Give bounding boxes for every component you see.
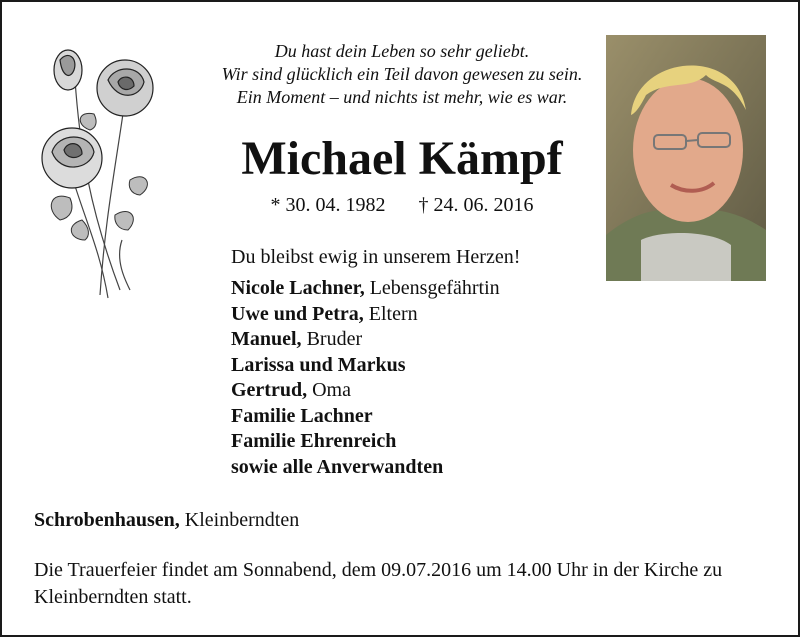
mourner-name: Familie Ehrenreich [231,430,397,452]
mourner-relation: Bruder [306,328,363,350]
ceremony-notice: Die Trauerfeier findet am Sonnabend, dem 09.07.2016 um 14.00 Uhr in der Kirche zu Kleinberndten statt. [34,559,723,608]
mourner-name: Familie Lachner [231,404,373,427]
life-dates [172,192,632,218]
deceased-name: Michael Kämpf [241,132,563,185]
place-line [34,507,299,533]
mourner-item [231,302,500,328]
roses-illustration [30,40,165,302]
mourner-name: Larissa und Markus [231,353,406,376]
mourner-item [231,327,500,353]
mourner-name: Manuel, [231,328,302,350]
mourner-item [231,378,500,404]
poem-line: Du hast dein Leben so sehr geliebt. [274,41,530,61]
mourner-item [231,276,500,302]
mourner-name: Gertrud, [231,379,308,401]
mourner-item [231,429,500,455]
birth-date: * 30. 04. 1982 [270,194,386,216]
mourner-name: Uwe und Petra, [231,302,364,325]
poem-line: Wir sind glücklich ein Teil davon gewesen zu sein. [221,64,583,84]
farewell-line: Du bleibst ewig in unserem Herzen! [231,246,521,268]
mourner-relation: Lebensgefährtin [369,277,500,299]
place-village: Kleinberndten [184,509,300,531]
mourner-relation: Oma [312,379,351,401]
death-date: † 24. 06. 2016 [418,194,534,216]
mourner-item [231,455,500,481]
poem [192,40,612,109]
poem-line: Ein Moment – und nichts ist mehr, wie es war. [236,87,568,107]
mourner-name: Nicole Lachner, [231,277,365,299]
mourner-item [231,404,500,430]
mourners-list [231,276,500,480]
place-town: Schrobenhausen, [34,509,180,531]
mourner-name: sowie alle Anverwandten [231,455,444,478]
mourner-relation: Eltern [368,302,418,325]
mourner-item [231,353,500,379]
